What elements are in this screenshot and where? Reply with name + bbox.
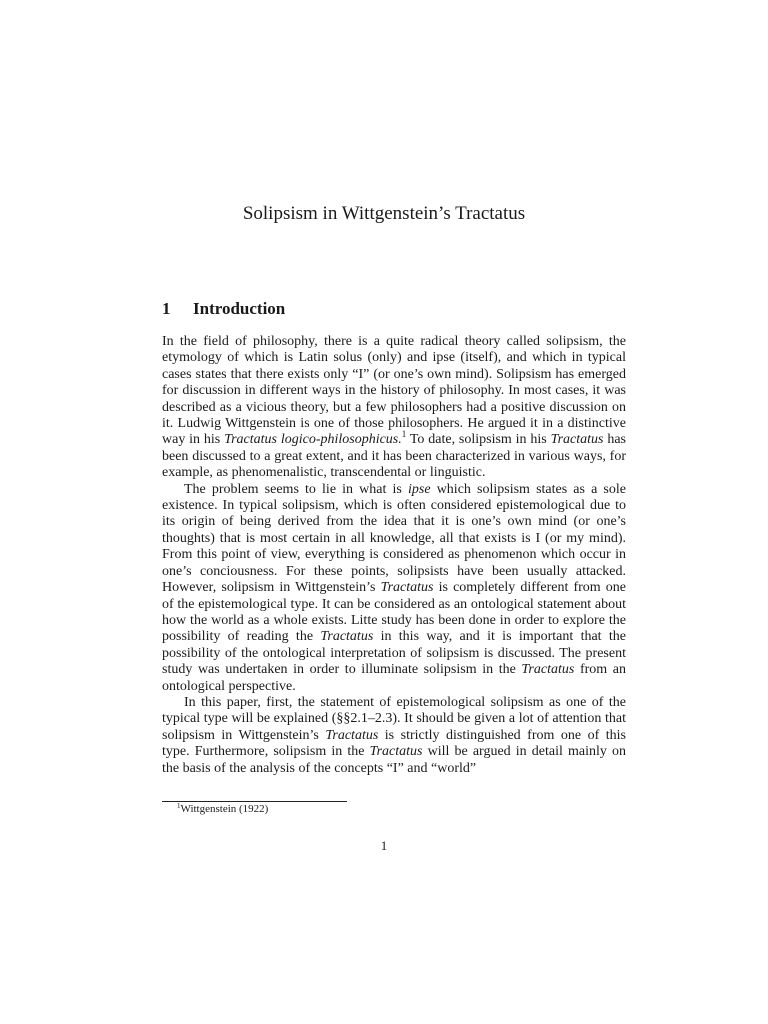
italic-title: Tractatus (320, 629, 374, 645)
text-run: has been discussed to a great extent, and it has been characterized in various ways, for example, as phenomenalistic, transcendental or linguistic. (162, 432, 626, 481)
text-run: In the field of philosophy, there is a quite radical theory called solipsism, the etymology of which is Latin solus (only) and ipse (itself), and which in typical cases states that there exists only “I” (or one’s own mind). Solipsism has emerged for discussion in different ways in the history of philosophy. In most cases, it was described as a vicious theory, but a few philosophers had a positive discussion on it. Ludwig Wittgenstein is one of those philosophers. He argued it in a distinctive way in his (162, 334, 626, 448)
text-run: which solipsism states as a sole existence. In typical solipsism, which is often considered epistemological due to its origin of being derived from the idea that it is one’s own mind (or one’s thoughts) that is most certain in all knowledge, all that exists is I (or my mind). From this point of view, everything is considered as phenomenon which occur in one’s conciousness. For these points, solipsists have been usually attacked. However, solipsism in Wittgenstein’s (162, 481, 626, 596)
footnote-divider (162, 801, 347, 802)
italic-title: Tractatus (521, 662, 575, 678)
paragraph-3 (162, 695, 626, 777)
italic-title: Tractatus (550, 432, 604, 448)
page-number: 1 (380, 838, 388, 853)
paragraph-1 (162, 334, 626, 482)
text-run: In this paper, first, the statement of epistemological solipsism as one of the typical type will be explained (§§2.1–2.3). It should be given a lot of attention that solipsism in Wittgenstein’s (162, 694, 626, 743)
text-run: is strictly distinguished from one of this type. Furthermore, solipsism in the (162, 727, 626, 760)
section-number: 1 (162, 299, 171, 318)
paper-title: Solipsism in Wittgenstein’s Tractatus (242, 203, 526, 224)
footnote-number: 1 (177, 802, 181, 810)
italic-title: Tractatus (380, 580, 434, 596)
text-run: To date, solipsism in his (406, 432, 551, 448)
footnote-text: Wittgenstein (1922) (180, 803, 269, 815)
italic-term: ipse (408, 481, 431, 497)
italic-title: Tractatus logico-philosophicus. (224, 432, 402, 448)
footnote-marker: 1 (401, 429, 407, 440)
text-run: will be argued in detail mainly on the basis of the analysis of the concepts “I” and “world” (162, 744, 627, 776)
text-run: is completely different from one of the epistemological type. It can be considered as an ontological statement about how the world as a whole exists. Litte study has been done in order to explore the possibility of reading the (162, 580, 627, 645)
text-run: in this way, and it is important that the possibility of the ontological interpretation of solipsism is discussed. The present study was undertaken in order to illuminate solipsism in the (162, 629, 626, 678)
italic-title: Tractatus (369, 744, 423, 760)
italic-title: Tractatus (325, 727, 379, 743)
footnote (177, 803, 268, 815)
paragraph-2 (162, 482, 626, 695)
section-title: Introduction (193, 299, 286, 318)
text-run: The problem seems to lie in what is (184, 481, 408, 497)
text-run: from an ontological perspective. (162, 662, 626, 694)
body-text (162, 334, 626, 777)
section-heading (162, 299, 285, 319)
